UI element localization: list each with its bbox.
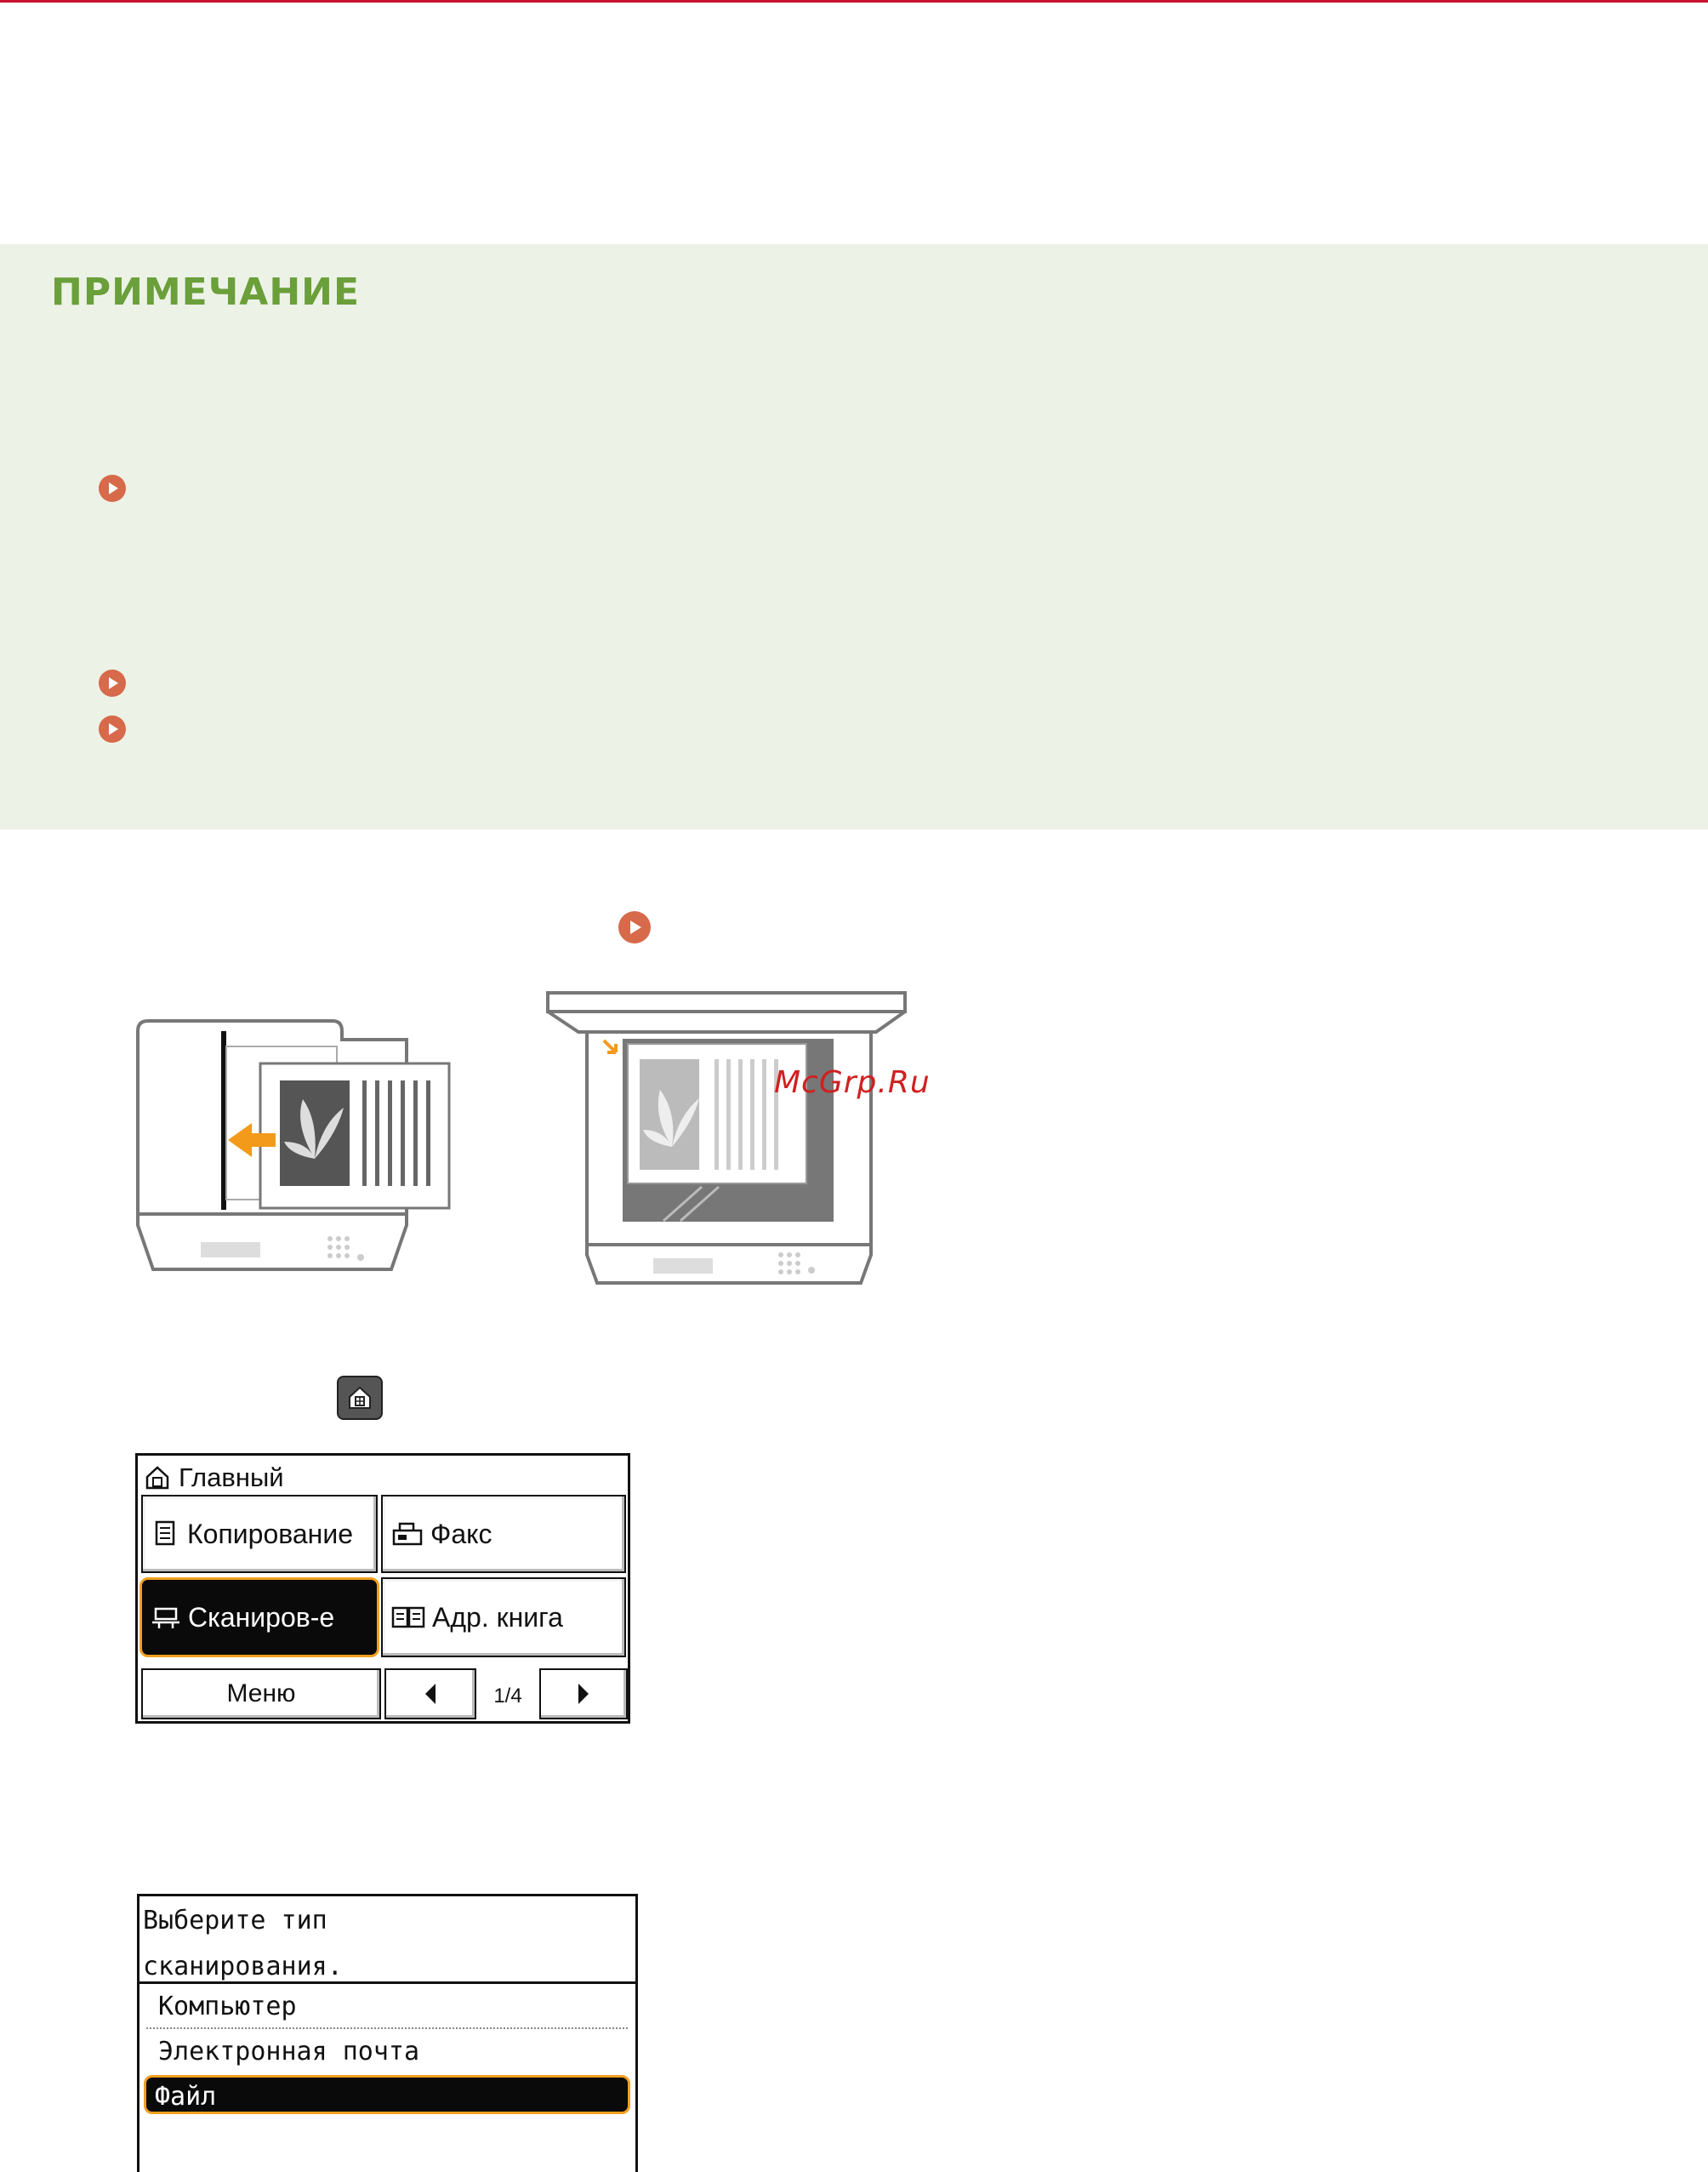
copy-button[interactable]: [141, 1495, 378, 1573]
divider: [139, 1981, 635, 1984]
triangle-right-icon: [575, 1682, 592, 1706]
home-key-icon[interactable]: [337, 1376, 383, 1420]
top-rule: [0, 0, 1708, 3]
scan-option-file[interactable]: Файл: [144, 2075, 630, 2114]
copy-button-label: Копирование: [187, 1518, 354, 1549]
watermark: McGrp.Ru: [774, 1065, 931, 1100]
scan-button-label: Сканиров-е: [188, 1601, 335, 1633]
menu-button-label: Меню: [226, 1679, 296, 1707]
note-box: [0, 244, 1708, 829]
fax-button[interactable]: [381, 1495, 626, 1573]
link-arrow-icon[interactable]: [99, 715, 126, 743]
address-book-button[interactable]: [381, 1577, 626, 1657]
scan-type-prompt: Выберите тип сканирования.: [143, 1906, 343, 1981]
link-arrow-icon[interactable]: [99, 670, 126, 697]
dotted-divider: [146, 2027, 628, 2029]
platen-illustration: [544, 989, 910, 1289]
menu-button[interactable]: [141, 1668, 381, 1719]
previous-page-button[interactable]: [384, 1668, 476, 1719]
copy-icon: [151, 1519, 180, 1548]
address-book-button-label: Адр. книга: [432, 1601, 563, 1633]
home-screen: [135, 1453, 630, 1724]
address-book-icon: [391, 1605, 425, 1630]
home-screen-header: [145, 1461, 284, 1495]
fax-icon: [391, 1520, 424, 1548]
link-arrow-icon[interactable]: [618, 911, 651, 943]
link-arrow-icon[interactable]: [99, 475, 126, 502]
home-icon: [145, 1465, 170, 1491]
scan-type-screen: [137, 1894, 638, 2172]
scan-option-email[interactable]: Электронная почта: [158, 2037, 420, 2067]
page-indicator: 1/4: [493, 1685, 522, 1707]
fax-button-label: Факс: [430, 1518, 492, 1549]
triangle-left-icon: [422, 1682, 439, 1706]
scan-icon: [151, 1604, 181, 1631]
scan-option-computer[interactable]: Компьютер: [158, 1992, 297, 2021]
next-page-button[interactable]: [539, 1668, 628, 1719]
scan-button[interactable]: [139, 1577, 379, 1657]
feeder-illustration: [133, 1014, 456, 1274]
note-title: ПРИМЕЧАНИЕ: [51, 271, 361, 314]
home-screen-title: Главный: [179, 1462, 284, 1492]
